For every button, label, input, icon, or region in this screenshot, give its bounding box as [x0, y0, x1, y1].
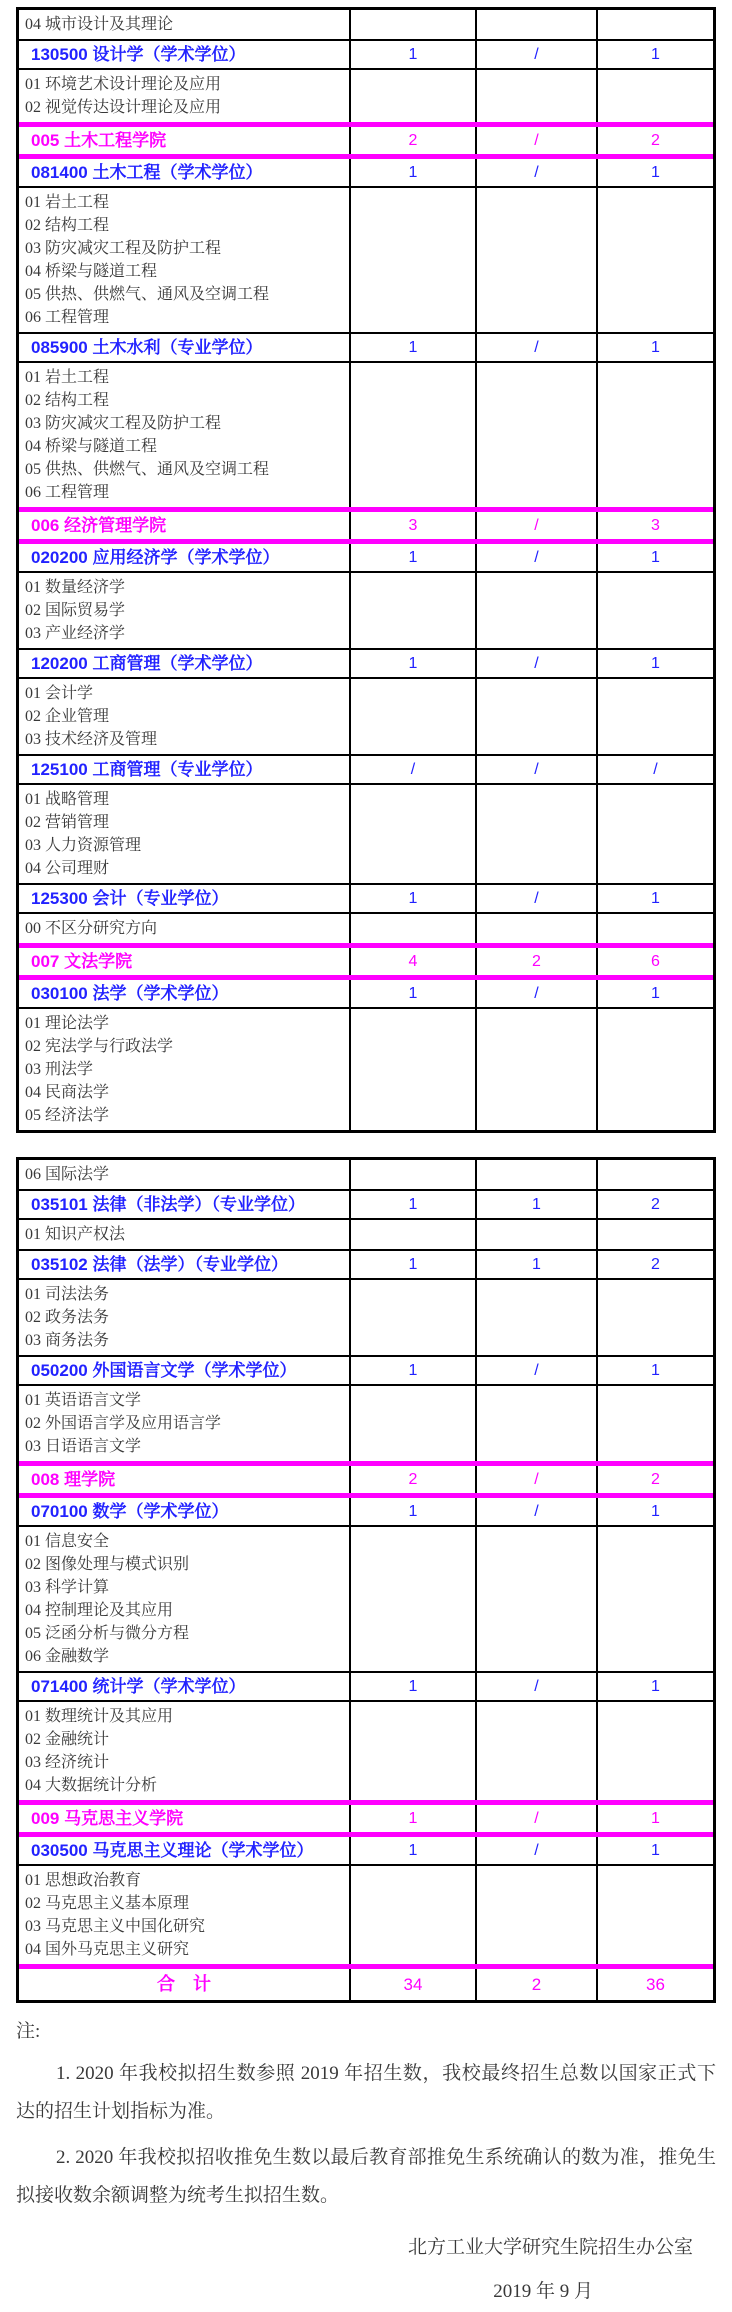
program-row [19, 1249, 713, 1278]
direction-line: 02 宪法学与行政法学 [25, 1038, 174, 1055]
direction-line: 01 岩土工程 [25, 369, 110, 386]
value-cell [351, 1280, 477, 1355]
direction-line: 03 防灾减灾工程及防护工程 [25, 240, 222, 257]
direction-row [19, 186, 713, 332]
direction-line: 06 金融数学 [25, 1648, 110, 1665]
value-cell: 1 [351, 1805, 477, 1832]
value-cell [351, 10, 477, 39]
direction-row [19, 361, 713, 507]
program-label: 085900 土木水利（专业学位） [19, 334, 351, 361]
value-cell: / [477, 1498, 598, 1525]
value-cell: 2 [351, 127, 477, 154]
value-cell [477, 785, 598, 883]
value-cell [598, 1009, 713, 1130]
value-cell [598, 70, 713, 122]
direction-line: 02 国际贸易学 [25, 602, 126, 619]
program-label: 120200 工商管理（学术学位） [19, 650, 351, 677]
value-cell [477, 1009, 598, 1130]
value-cell [477, 188, 598, 332]
value-cell: 1 [477, 1251, 598, 1278]
direction-row [19, 1007, 713, 1130]
value-cell: 1 [651, 549, 660, 566]
direction-row [19, 1160, 713, 1189]
value-cell: 3 [651, 517, 660, 534]
value-cell: 2 [651, 132, 660, 149]
direction-line: 06 工程管理 [25, 309, 110, 326]
value-cell: 1 [351, 1251, 477, 1278]
value-cell: 1 [351, 1498, 477, 1525]
value-cell [598, 1220, 713, 1249]
direction-row [19, 912, 713, 943]
program-label: 071400 统计学（学术学位） [19, 1673, 351, 1700]
direction-list [19, 785, 351, 883]
direction-row [19, 571, 713, 648]
value-cell: 2 [651, 1196, 660, 1213]
value-cell: 1 [651, 1362, 660, 1379]
notes-label: 注: [16, 2021, 41, 2042]
value-cell [598, 1702, 713, 1800]
value-cell [598, 573, 713, 648]
value-cell [477, 1527, 598, 1671]
college-label: 008 理学院 [19, 1466, 351, 1493]
value-cell: 3 [351, 512, 477, 539]
direction-line: 04 民商法学 [25, 1084, 110, 1101]
direction-row [19, 1278, 713, 1355]
direction-row [19, 677, 713, 754]
direction-row [19, 10, 713, 39]
value-cell [477, 1280, 598, 1355]
value-cell [598, 679, 713, 754]
value-cell [351, 785, 477, 883]
value-cell: / [477, 980, 598, 1007]
value-cell: 1 [351, 159, 477, 186]
program-row [19, 1493, 713, 1525]
value-cell [477, 363, 598, 507]
direction-list [19, 1702, 351, 1800]
note-paragraph-2: 2. 2020 年我校拟招收推免生数以最后教育部推免生系统确认的数为准，推免生拟接收数余额调整为统考生拟招生数。 [16, 2147, 716, 2206]
college-row [19, 943, 713, 975]
direction-line: 01 信息安全 [25, 1533, 110, 1550]
direction-line: 01 战略管理 [25, 791, 110, 808]
program-row [19, 1832, 713, 1864]
value-cell [598, 10, 713, 39]
direction-line: 04 大数据统计分析 [25, 1777, 158, 1794]
value-cell: 36 [646, 1975, 665, 1994]
program-row [19, 154, 713, 186]
direction-line: 03 科学计算 [25, 1579, 110, 1596]
direction-line: 03 刑法学 [25, 1061, 94, 1078]
value-cell [351, 1009, 477, 1130]
total-label: 合 计 [19, 1969, 351, 2000]
value-cell: / [477, 1673, 598, 1700]
value-cell: 4 [351, 948, 477, 975]
value-cell: 2 [651, 1471, 660, 1488]
program-row [19, 1189, 713, 1218]
direction-list [19, 363, 351, 507]
program-label: 081400 土木工程（学术学位） [19, 159, 351, 186]
program-label: 050200 外国语言文学（学术学位） [19, 1357, 351, 1384]
program-row [19, 975, 713, 1007]
value-cell [351, 1702, 477, 1800]
direction-line: 04 控制理论及其应用 [25, 1602, 174, 1619]
value-cell [477, 1160, 598, 1189]
value-cell: / [477, 885, 598, 912]
direction-list [19, 1280, 351, 1355]
value-cell: 1 [651, 339, 660, 356]
direction-list [19, 188, 351, 332]
value-cell [351, 70, 477, 122]
value-cell [598, 1160, 713, 1189]
direction-line: 01 理论法学 [25, 1015, 110, 1032]
direction-line: 02 图像处理与模式识别 [25, 1556, 190, 1573]
value-cell [477, 679, 598, 754]
program-row [19, 648, 713, 677]
value-cell: / [477, 127, 598, 154]
direction-line: 03 经济统计 [25, 1754, 110, 1771]
direction-list [19, 1386, 351, 1461]
direction-line: 02 政务法务 [25, 1309, 110, 1326]
value-cell: 1 [477, 1191, 598, 1218]
value-cell [598, 1386, 713, 1461]
direction-line: 01 岩土工程 [25, 194, 110, 211]
value-cell: / [477, 650, 598, 677]
value-cell [351, 914, 477, 943]
value-cell: / [477, 41, 598, 68]
value-cell: / [477, 334, 598, 361]
value-cell [598, 785, 713, 883]
direction-line: 05 供热、供燃气、通风及空调工程 [25, 461, 270, 478]
direction-line: 03 防灾减灾工程及防护工程 [25, 415, 222, 432]
direction-line: 05 供热、供燃气、通风及空调工程 [25, 286, 270, 303]
total-row [19, 1964, 713, 2000]
direction-list [19, 70, 351, 122]
program-label: 030500 马克思主义理论（学术学位） [19, 1837, 351, 1864]
program-row [19, 754, 713, 783]
direction-line: 03 产业经济学 [25, 625, 126, 642]
direction-line: 02 结构工程 [25, 217, 110, 234]
direction-list [19, 679, 351, 754]
program-label: 035101 法律（非法学）（专业学位） [19, 1191, 351, 1218]
direction-line: 02 营销管理 [25, 814, 110, 831]
direction-row [19, 783, 713, 883]
direction-line: 04 桥梁与隧道工程 [25, 438, 158, 455]
value-cell: 1 [351, 1357, 477, 1384]
direction-line: 03 商务法务 [25, 1332, 110, 1349]
value-cell [598, 1280, 713, 1355]
direction-line: 02 马克思主义基本原理 [25, 1895, 190, 1912]
direction-line: 02 外国语言学及应用语言学 [25, 1415, 222, 1432]
value-cell: 1 [351, 334, 477, 361]
direction-line: 05 泛函分析与微分方程 [25, 1625, 190, 1642]
value-cell: 1 [651, 46, 660, 63]
direction-line: 01 知识产权法 [25, 1226, 126, 1243]
program-row [19, 1671, 713, 1700]
value-cell [351, 573, 477, 648]
direction-line: 04 城市设计及其理论 [25, 16, 174, 33]
program-label: 125300 会计（专业学位） [19, 885, 351, 912]
direction-line: 01 数量经济学 [25, 579, 126, 596]
value-cell: 1 [351, 1191, 477, 1218]
value-cell [351, 679, 477, 754]
direction-line: 06 国际法学 [25, 1166, 110, 1183]
value-cell: 1 [351, 1673, 477, 1700]
college-row [19, 122, 713, 154]
direction-line: 04 国外马克思主义研究 [25, 1941, 190, 1958]
value-cell: 6 [651, 953, 660, 970]
value-cell [477, 70, 598, 122]
direction-line: 01 司法法务 [25, 1286, 110, 1303]
college-row [19, 507, 713, 539]
notes-section [16, 2017, 716, 2311]
program-row [19, 332, 713, 361]
program-row [19, 39, 713, 68]
direction-line: 02 金融统计 [25, 1731, 110, 1748]
value-cell [598, 1527, 713, 1671]
college-label: 009 马克思主义学院 [19, 1805, 351, 1832]
college-label: 005 土木工程学院 [19, 127, 351, 154]
value-cell: 1 [351, 980, 477, 1007]
direction-list [19, 1009, 351, 1130]
value-cell: 2 [477, 948, 598, 975]
program-label: 020200 应用经济学（学术学位） [19, 544, 351, 571]
value-cell [351, 363, 477, 507]
value-cell [351, 188, 477, 332]
value-cell [477, 1702, 598, 1800]
value-cell: / [477, 159, 598, 186]
value-cell [477, 573, 598, 648]
value-cell: / [477, 1805, 598, 1832]
value-cell [598, 1866, 713, 1964]
direction-row [19, 1384, 713, 1461]
value-cell: 1 [351, 650, 477, 677]
program-row [19, 1355, 713, 1384]
value-cell [477, 10, 598, 39]
direction-list [19, 1866, 351, 1964]
value-cell [477, 1220, 598, 1249]
value-cell: 1 [351, 885, 477, 912]
direction-line: 02 企业管理 [25, 708, 110, 725]
document-date: 2019 年 9 月 [493, 2281, 593, 2302]
value-cell [351, 1220, 477, 1249]
direction-list [19, 1220, 351, 1249]
value-cell: / [477, 544, 598, 571]
value-cell [351, 1160, 477, 1189]
direction-row [19, 1700, 713, 1800]
value-cell: 1 [651, 164, 660, 181]
admissions-table-part1 [16, 7, 716, 1133]
value-cell: 2 [477, 1969, 598, 2000]
value-cell: 1 [351, 41, 477, 68]
program-label: 070100 数学（学术学位） [19, 1498, 351, 1525]
direction-list [19, 914, 351, 943]
program-row [19, 883, 713, 912]
value-cell: / [653, 761, 658, 778]
note-paragraph-1: 1. 2020 年我校拟招生数参照 2019 年招生数，我校最终招生总数以国家正式下达的招生计划指标为准。 [16, 2063, 716, 2122]
issuing-office-signature: 北方工业大学研究生院招生办公室 [407, 2237, 693, 2258]
direction-line: 06 工程管理 [25, 484, 110, 501]
value-cell: / [477, 1357, 598, 1384]
program-label: 030100 法学（学术学位） [19, 980, 351, 1007]
direction-line: 02 视觉传达设计理论及应用 [25, 99, 222, 116]
value-cell: 2 [651, 1256, 660, 1273]
college-row [19, 1800, 713, 1832]
value-cell [598, 363, 713, 507]
value-cell: 1 [651, 1810, 660, 1827]
program-label: 035102 法律（法学）（专业学位） [19, 1251, 351, 1278]
value-cell: 1 [651, 655, 660, 672]
direction-line: 01 英语语言文学 [25, 1392, 142, 1409]
value-cell: 1 [651, 890, 660, 907]
value-cell: 1 [351, 1837, 477, 1864]
value-cell [477, 1386, 598, 1461]
value-cell: / [477, 512, 598, 539]
value-cell: 1 [351, 544, 477, 571]
college-row [19, 1461, 713, 1493]
direction-line: 03 人力资源管理 [25, 837, 142, 854]
program-label: 130500 设计学（学术学位） [19, 41, 351, 68]
direction-line: 03 日语语言文学 [25, 1438, 142, 1455]
value-cell: / [351, 756, 477, 783]
direction-line: 01 会计学 [25, 685, 94, 702]
direction-list [19, 1160, 351, 1189]
direction-line: 01 数理统计及其应用 [25, 1708, 174, 1725]
value-cell: 1 [651, 1678, 660, 1695]
value-cell: 34 [351, 1969, 477, 2000]
direction-line: 01 环境艺术设计理论及应用 [25, 76, 222, 93]
direction-row [19, 1218, 713, 1249]
value-cell [598, 914, 713, 943]
direction-line: 00 不区分研究方向 [25, 920, 158, 937]
direction-line: 04 桥梁与隧道工程 [25, 263, 158, 280]
program-label: 125100 工商管理（专业学位） [19, 756, 351, 783]
program-row [19, 539, 713, 571]
direction-list [19, 573, 351, 648]
value-cell [351, 1866, 477, 1964]
direction-line: 05 经济法学 [25, 1107, 110, 1124]
value-cell: 1 [651, 985, 660, 1002]
direction-list [19, 10, 351, 39]
value-cell [477, 914, 598, 943]
value-cell [351, 1386, 477, 1461]
value-cell [598, 188, 713, 332]
admissions-table-part2 [16, 1157, 716, 2003]
direction-line: 01 思想政治教育 [25, 1872, 142, 1889]
college-label: 006 经济管理学院 [19, 512, 351, 539]
college-label: 007 文法学院 [19, 948, 351, 975]
direction-row [19, 1864, 713, 1964]
value-cell: 1 [651, 1503, 660, 1520]
value-cell [351, 1527, 477, 1671]
value-cell: 2 [351, 1466, 477, 1493]
direction-row [19, 68, 713, 122]
direction-list [19, 1527, 351, 1671]
value-cell [477, 1866, 598, 1964]
direction-line: 02 结构工程 [25, 392, 110, 409]
direction-line: 04 公司理财 [25, 860, 110, 877]
value-cell: / [477, 1837, 598, 1864]
direction-row [19, 1525, 713, 1671]
value-cell: 1 [651, 1842, 660, 1859]
value-cell: / [477, 1466, 598, 1493]
value-cell: / [477, 756, 598, 783]
direction-line: 03 马克思主义中国化研究 [25, 1918, 206, 1935]
direction-line: 03 技术经济及管理 [25, 731, 158, 748]
